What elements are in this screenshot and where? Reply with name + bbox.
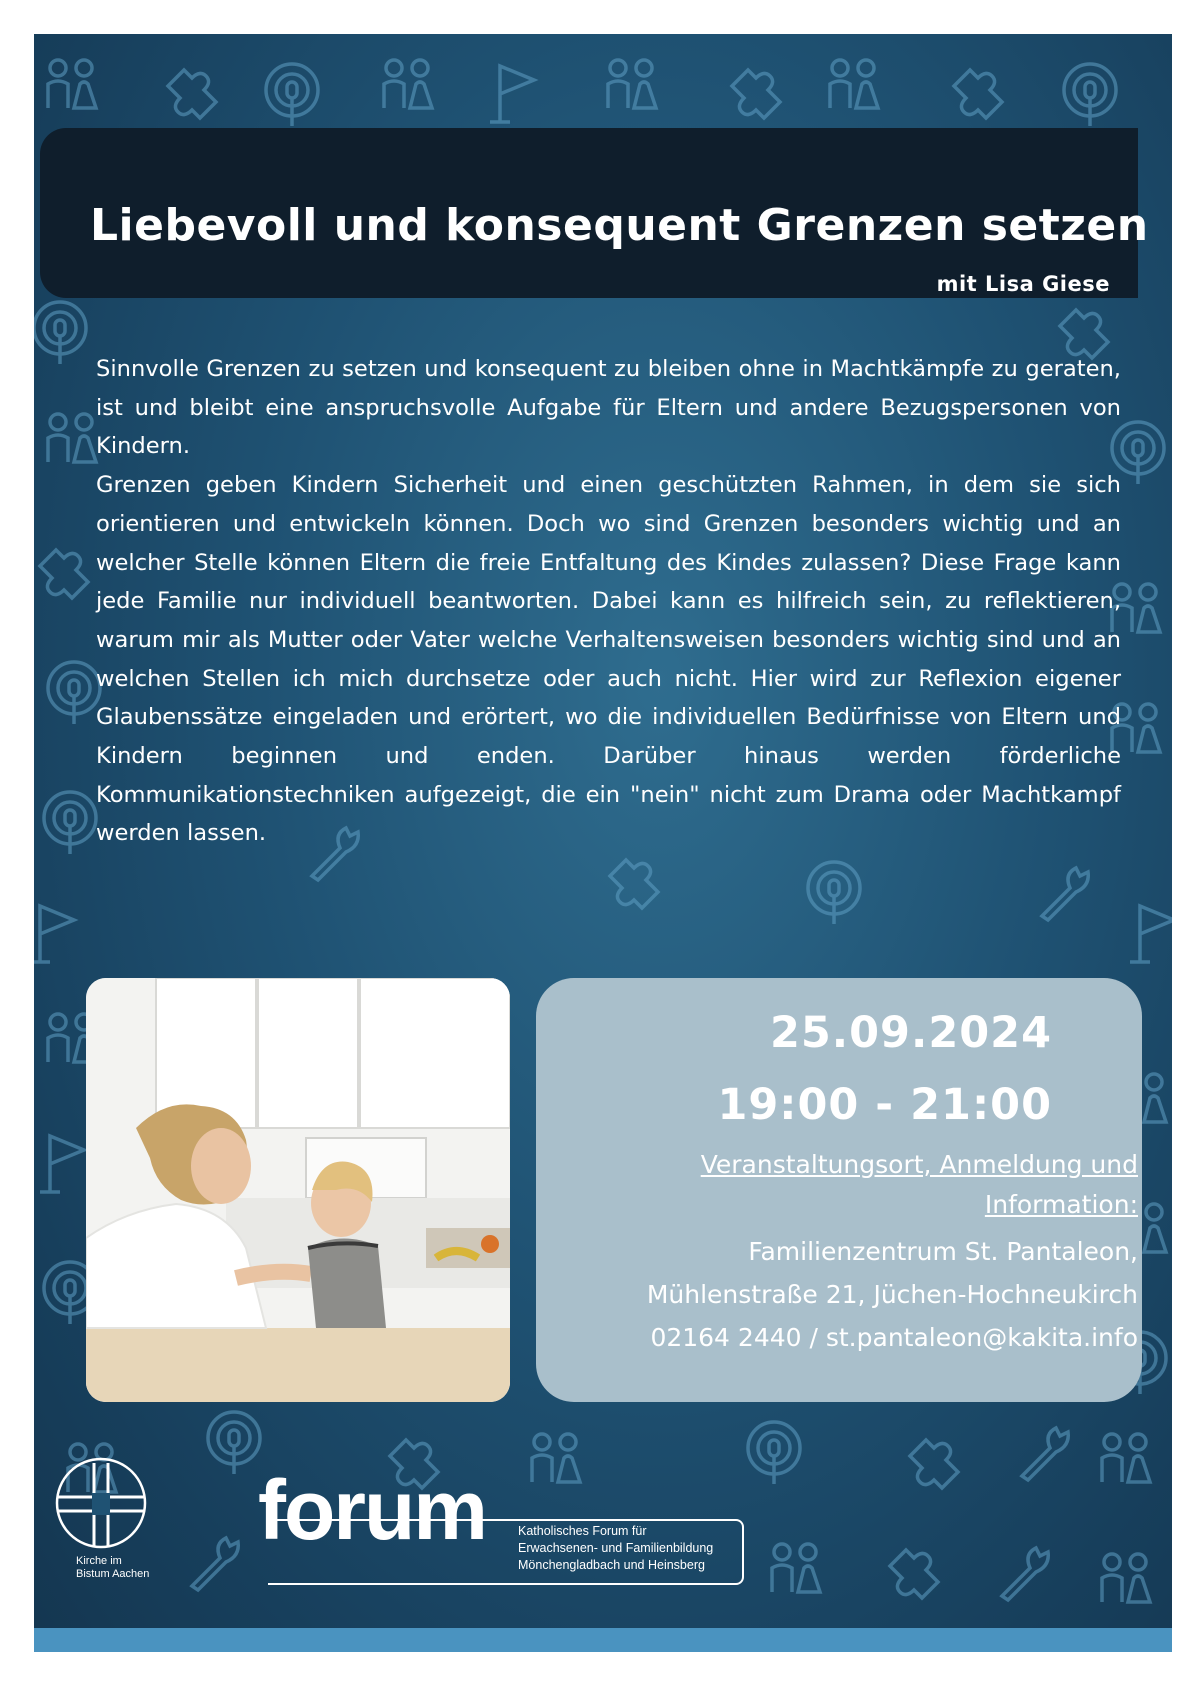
description — [96, 350, 1121, 853]
venue-address: Mühlenstraße 21, Jüchen-Hochneukirch — [646, 1280, 1138, 1309]
event-time: 19:00 - 21:00 — [717, 1080, 1052, 1130]
description-paragraph-2: Grenzen geben Kindern Sicherheit und einen geschützten Rahmen, in dem sie sich orientieren und entwickeln können. Doch wo sind Grenzen besonders wichtig und an welcher Stelle können Eltern die freie Entfaltung des Kindes zulassen? Diese Frage kann jede Familie nur individuell beantworten. Dabei kann es hilfreich sein, zu reflektieren, warum mir als Mutter oder Vater welche Verhaltensweisen besonders wichtig sind und an welchen Stellen ich mich durchsetze oder auch nicht. Hier wird zur Reflexion eigener Glaubenssätze eingeladen und erörtert, wo die individuellen Bedürfnisse von Eltern und Kindern beginnen und enden. Darüber hinaus werden förderliche Kommunikationstechniken aufgezeigt, die ein "nein" nicht zum Drama oder Machtkampf werden lassen. — [96, 472, 1121, 847]
event-date: 25.09.2024 — [769, 1008, 1052, 1058]
speaker-subtitle: mit Lisa Giese — [936, 272, 1110, 296]
church-caption — [76, 1555, 149, 1581]
description-paragraph-1: Sinnvolle Grenzen zu setzen und konsequent zu bleiben ohne in Machtkämpfe zu geraten, ist und bleibt eine anspruchsvolle Aufgabe für Eltern und andere Bezugspersonen von Kindern. — [96, 356, 1121, 460]
kitchen-scene-illustration — [86, 978, 510, 1402]
mother-child-photo — [86, 978, 510, 1402]
bottom-strip — [34, 1628, 1172, 1652]
contact-info: 02164 2440 / st.pantaleon@kakita.info — [650, 1323, 1138, 1352]
venue-name: Familienzentrum St. Pantaleon, — [748, 1237, 1138, 1266]
church-caption-line-2: Bistum Aachen — [76, 1568, 150, 1580]
forum-tagline — [518, 1523, 713, 1574]
page-title: Liebevoll und konsequent Grenzen setzen — [90, 200, 1149, 251]
forum-tagline-line-2: Erwachsenen- und Familienbildung — [518, 1541, 714, 1555]
forum-tagline-line-3: Mönchengladbach und Heinsberg — [518, 1558, 705, 1572]
forum-logo-word: forum — [258, 1463, 486, 1557]
info-heading — [578, 1145, 1138, 1225]
church-logo — [46, 1455, 176, 1595]
info-heading-line-1: Veranstaltungsort, Anmeldung und — [700, 1150, 1138, 1179]
cross-circle-icon — [46, 1455, 156, 1555]
church-caption-line-1: Kirche im — [76, 1555, 122, 1567]
forum-tagline-line-1: Katholisches Forum für — [518, 1524, 647, 1538]
info-heading-line-2: Information: — [984, 1190, 1138, 1219]
